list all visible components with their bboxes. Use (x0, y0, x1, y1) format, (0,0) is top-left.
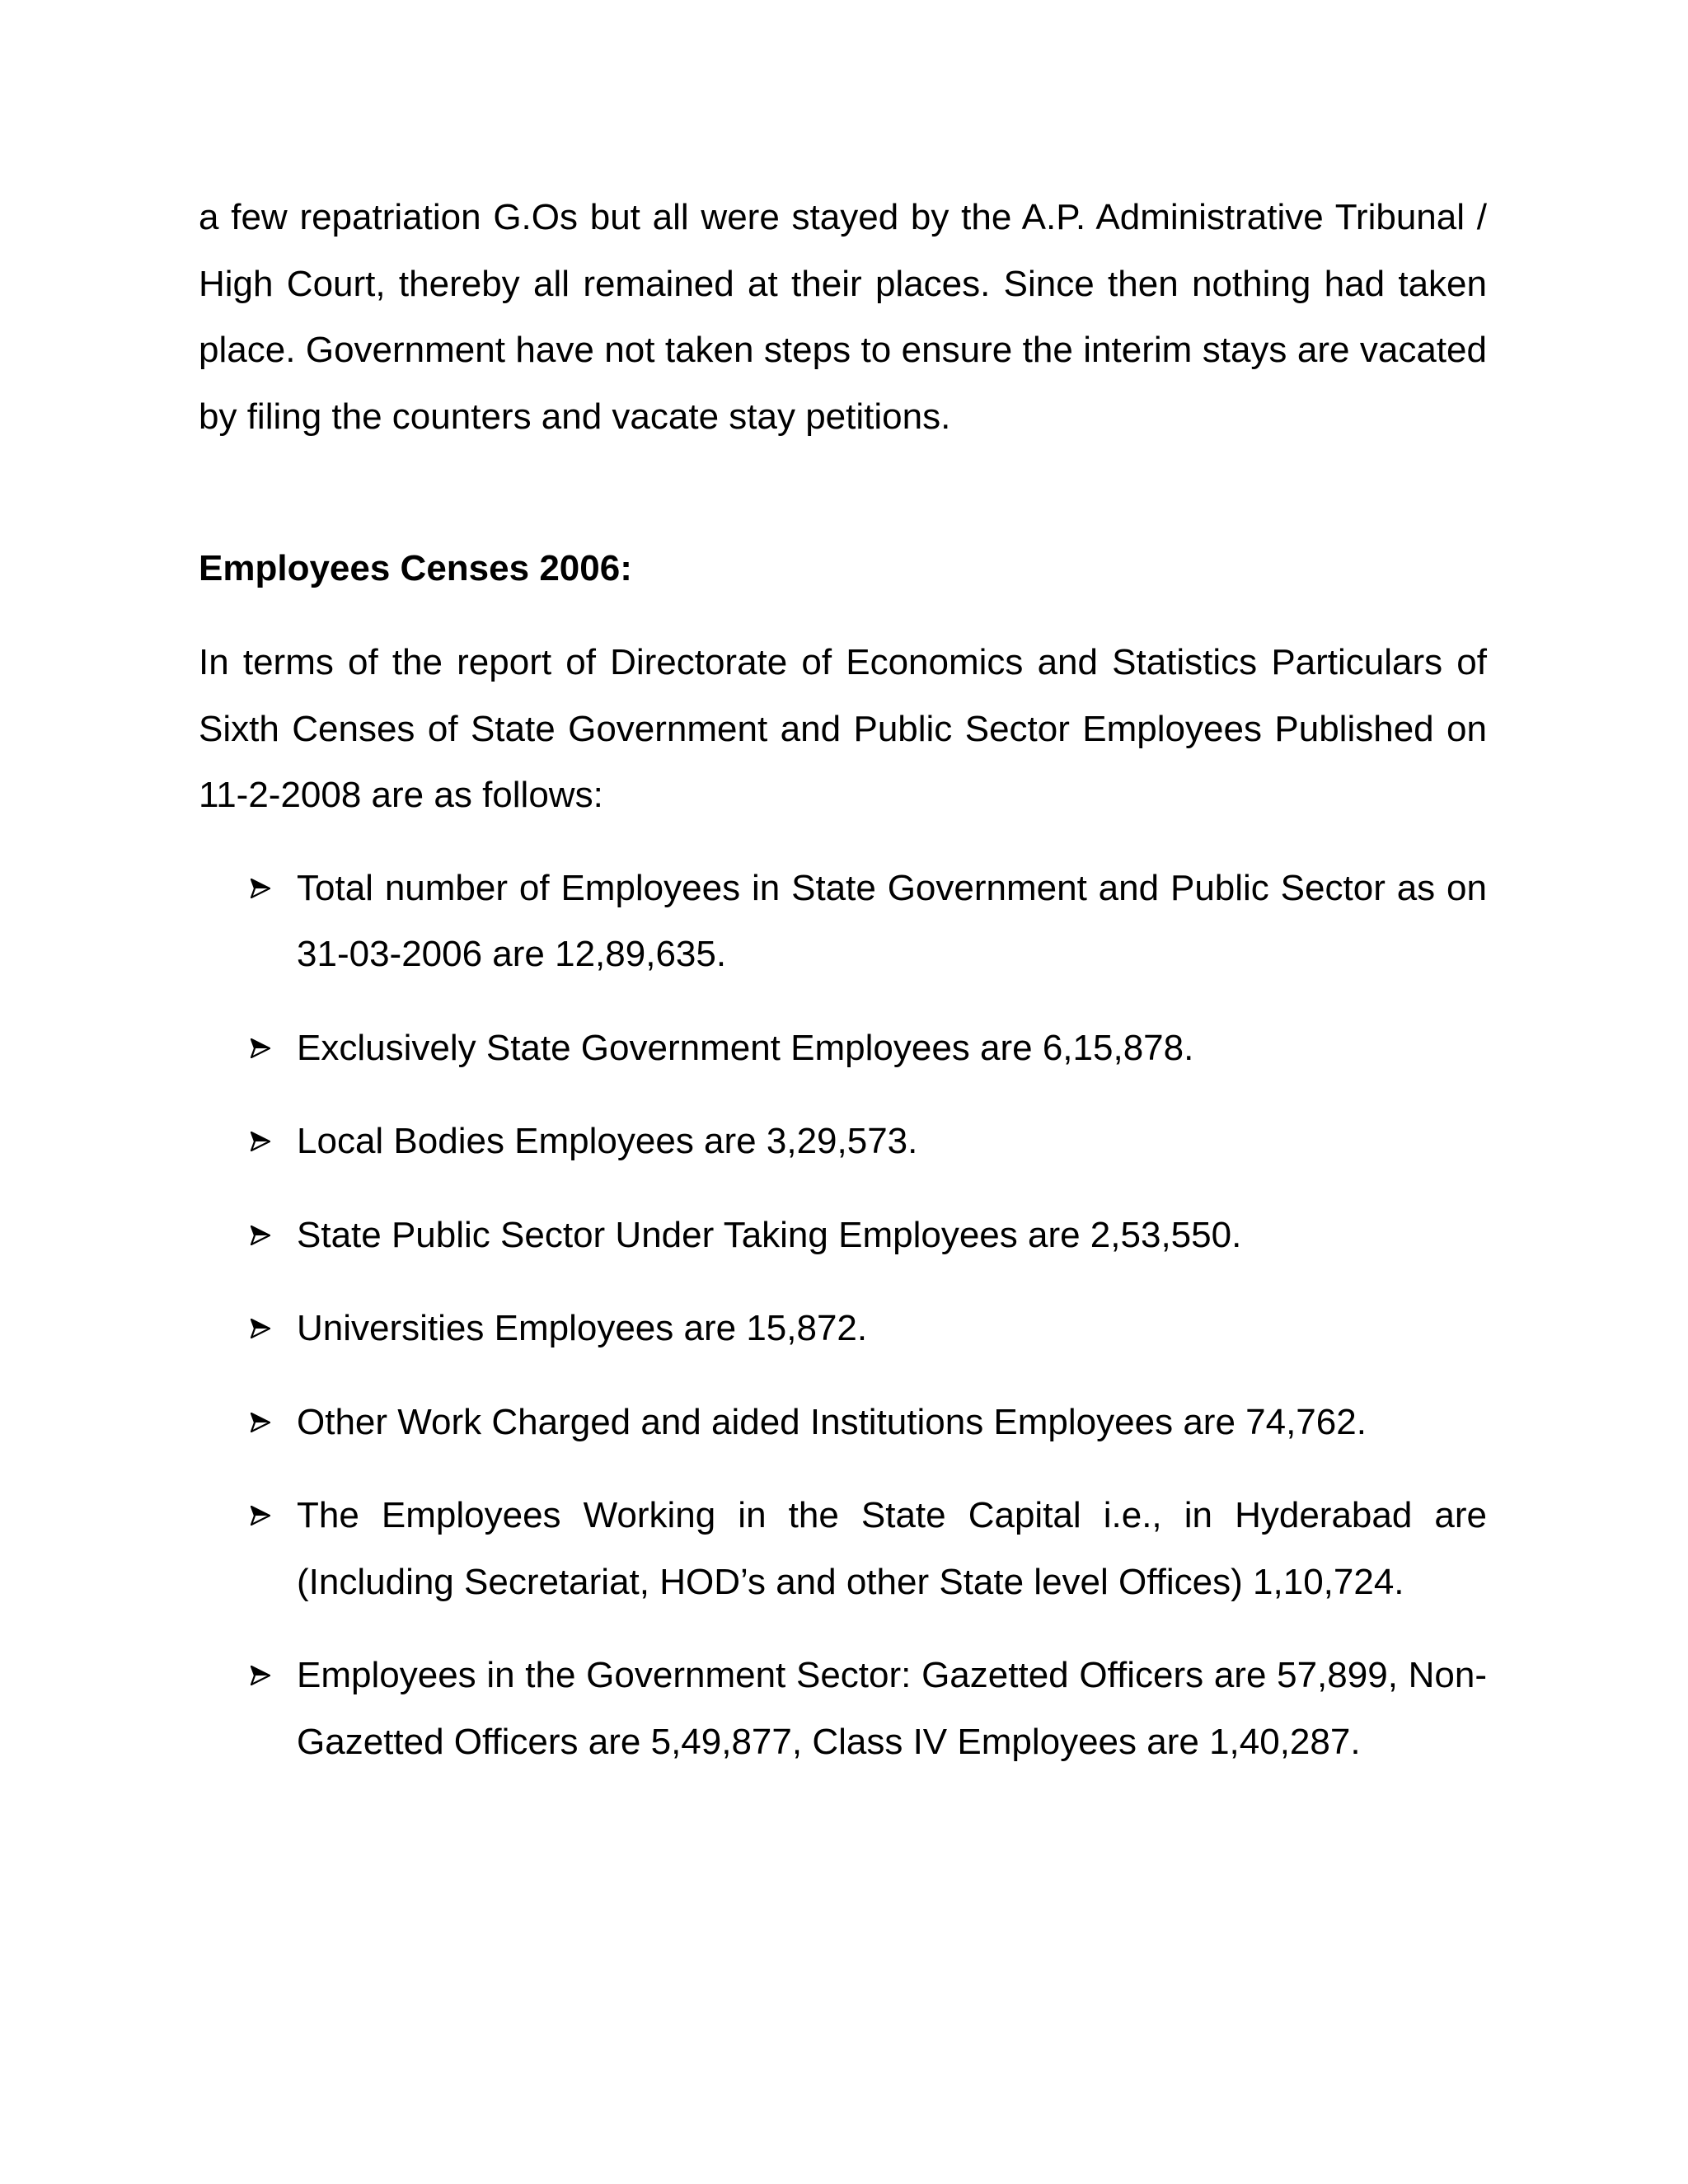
section-heading: Employees Censes 2006: (199, 548, 632, 588)
arrowhead-bullet-icon (251, 1132, 270, 1151)
arrowhead-bullet-icon (251, 1666, 270, 1685)
list-item (199, 1108, 1487, 1175)
arrowhead-bullet-icon (251, 1506, 270, 1526)
list-item (199, 1390, 1487, 1456)
list-item (199, 1296, 1487, 1362)
arrowhead-bullet-icon (251, 1226, 270, 1245)
list-item-text: Employees in the Government Sector: Gazetted Officers are 57,899, Non-Gazetted Officers are 5,49,877, Class IV Employees are 1,40,287. (297, 1655, 1487, 1762)
list-item (199, 1015, 1487, 1082)
list-item-text: Other Work Charged and aided Institutions Employees are 74,762. (297, 1401, 1367, 1442)
census-bullet-list (199, 855, 1487, 1776)
list-item (199, 855, 1487, 988)
list-item-text: State Public Sector Under Taking Employees are 2,53,550. (297, 1214, 1242, 1255)
list-item-text: The Employees Working in the State Capital i.e., in Hyderabad are (Including Secretariat, HOD’s and other State level Offices) 1,10,724. (297, 1495, 1487, 1602)
list-item (199, 1643, 1487, 1775)
arrowhead-bullet-icon (251, 1038, 270, 1058)
intro-paragraph: a few repatriation G.Os but all were stayed by the A.P. Administrative Tribunal / High Court, thereby all remained at their places. Since then nothing had taken place. Government have not taken steps to ensure the interim stays are vacated by filing the counters and vacate stay petitions. (199, 197, 1487, 437)
document-body (199, 185, 1487, 1775)
list-item (199, 1202, 1487, 1269)
arrowhead-bullet-icon (251, 879, 270, 898)
list-item-text: Total number of Employees in State Government and Public Sector as on 31-03-2006 are 12,89,635. (297, 867, 1487, 974)
arrowhead-bullet-icon (251, 1319, 270, 1338)
list-item-text: Local Bodies Employees are 3,29,573. (297, 1121, 918, 1161)
list-item-text: Exclusively State Government Employees are 6,15,878. (297, 1027, 1194, 1068)
lead-paragraph: In terms of the report of Directorate of Economics and Statistics Particulars of Sixth Censes of State Government and Public Sector Employees Published on 11-2-2008 are as follows: (199, 642, 1487, 815)
list-item (199, 1483, 1487, 1615)
list-item-text: Universities Employees are 15,872. (297, 1308, 868, 1348)
arrowhead-bullet-icon (251, 1413, 270, 1432)
